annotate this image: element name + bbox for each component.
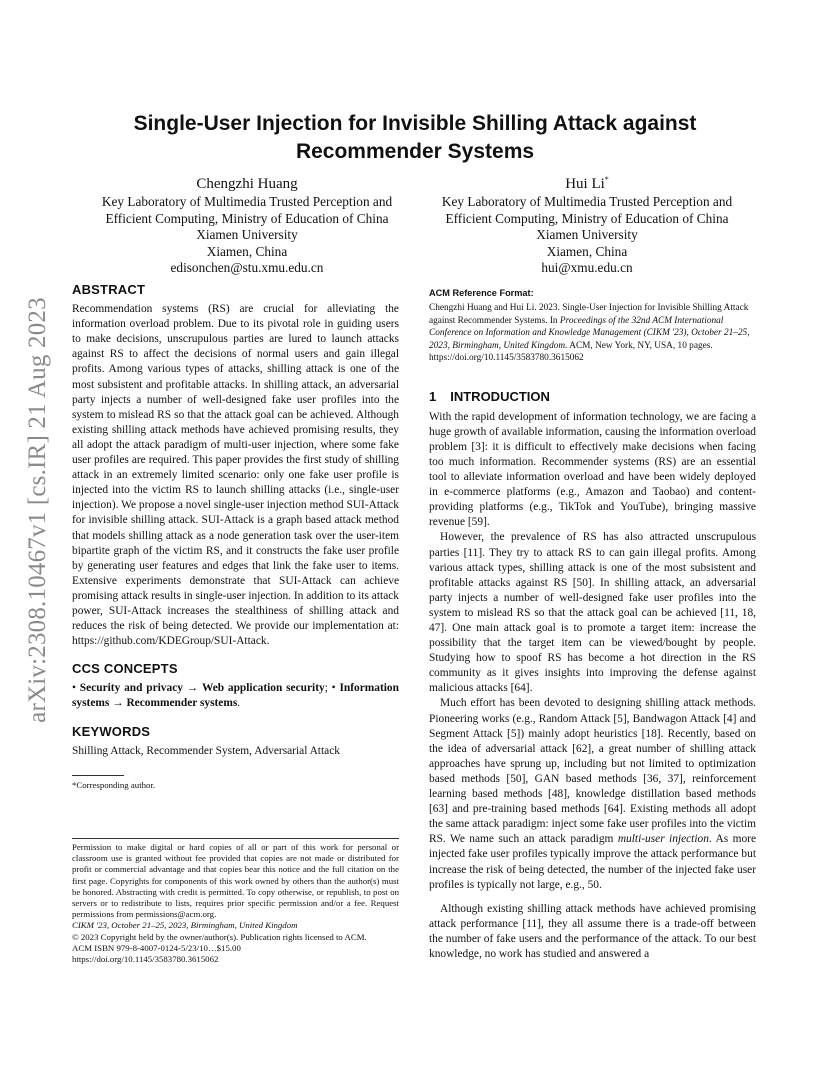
- author-university: Xiamen University: [536, 227, 638, 242]
- author-email: hui@xmu.edu.cn: [541, 260, 633, 275]
- paper-title: Single-User Injection for Invisible Shilling Attack against Recommender Systems: [133, 112, 697, 163]
- isbn-line: ACM ISBN 979-8-4007-0124-5/23/10…$15.00: [72, 942, 241, 953]
- left-column: [72, 282, 399, 791]
- keywords-text: Shilling Attack, Recommender System, Adversarial Attack: [72, 744, 340, 757]
- author-affiliation: Efficient Computing, Ministry of Education of China: [105, 210, 389, 226]
- doi-line: https://doi.org/10.1145/3583780.3615062: [72, 954, 219, 965]
- author-affiliation: Efficient Computing, Ministry of Education of China: [445, 210, 729, 226]
- author-university: Xiamen University: [196, 227, 298, 242]
- introduction-heading: 1 INTRODUCTION: [429, 388, 550, 404]
- author-block-1: [72, 175, 422, 277]
- arxiv-identifier-text: arXiv:2308.10467v1 [cs.IR] 21 Aug 2023: [24, 297, 51, 723]
- ccs-heading: CCS CONCEPTS: [72, 661, 178, 677]
- acm-reference-text: Chengzhi Huang and Hui Li. 2023. Single-User Injection for Invisible Shilling Attack against Recommender Systems. In Proceedings of the 32nd ACM International Conference on Information and Knowledge Management (CIKM '23), October 21–25, 2023, Birmingham, United Kingdom. ACM, New York, NY, USA, 10 pages. https://doi.org/10.1145/3583780.3615062: [429, 303, 750, 364]
- conference-line: CIKM '23, October 21–25, 2023, Birmingham, United Kingdom: [72, 920, 298, 931]
- right-column: [429, 286, 756, 962]
- abstract-heading: ABSTRACT: [72, 282, 146, 297]
- footnote-divider: [72, 775, 124, 776]
- intro-paragraph-3: Much effort has been devoted to designing shilling attack methods. Pioneering works (e.g., Random Attack [5], Bandwagon Attack [4] and Segment Attack [5]) mainly adopt heuristics [18]. Recently, based on the idea of adversarial attack [62], a great number of shilling attack approaches have sprung up, including but not limited to optimization based methods [50], GAN based methods [36, 37], reinforcement learning based methods [48], knowledge distillation based methods [63] and pre-training based methods [64]. Existing methods all adopt the same attack paradigm: inject some fake user profiles into the victim RS. We name such an attack paradigm multi-user injection. As more injected fake user profiles typically improve the attack performance but increase the risk of being detected, the number of the injected fake user profiles is typically not large, e.g., 50.: [429, 697, 756, 891]
- author-city: Xiamen, China: [206, 243, 288, 259]
- keywords-heading: KEYWORDS: [72, 723, 151, 739]
- ccs-concepts: • Security and privacy → Web application security; • Information systems → Recommender systems.: [72, 682, 399, 710]
- author-name: Chengzhi Huang: [196, 176, 298, 192]
- author-email: edisonchen@stu.xmu.edu.cn: [170, 260, 324, 275]
- author-affiliation: Key Laboratory of Multimedia Trusted Perception and: [101, 194, 393, 209]
- intro-paragraph-1: With the rapid development of information technology, we are facing a huge growth of available information, causing the information overload problem [3]: it is difficult to effectively make decisions when facing too much information. Recommender systems (RS) are an essential tool to alleviate information overload and have been widely deployed in e-commerce platforms (e.g., Amazon and Taobao) and content-providing platforms (e.g., TikTok and YouTube), bringing massive revenue [59].: [429, 410, 756, 529]
- author-city: Xiamen, China: [546, 243, 628, 259]
- arxiv-identifier: [24, 290, 52, 730]
- author-name: Hui Li*: [565, 175, 609, 192]
- permission-block: [72, 838, 399, 965]
- copyright-line: © 2023 Copyright held by the owner/author(s). Publication rights licensed to ACM.: [72, 931, 367, 942]
- author-affiliation: Key Laboratory of Multimedia Trusted Perception and: [441, 194, 733, 209]
- permission-divider: [72, 838, 399, 839]
- intro-paragraph-4: Although existing shilling attack methods have achieved promising attack performance [11], they all assume there is a trade-off between the number of fake users and the performance of the attack. To our best knowledge, no work has studied and answered a: [429, 902, 756, 960]
- abstract-text: Recommendation systems (RS) are crucial for alleviating the information overload problem. Due to its pivotal role in guiding users to make decisions, unscrupulous parties are lured to launch attacks against RS to affect the decisions of normal users and gain illegal profits. Among various types of attacks, shilling attack is one of the most subsistent and profitable attacks. In shilling attack, an adversarial party injects a number of well-designed fake user profiles into the system to mislead RS so that the attack goal can be achieved. Although existing shilling attack methods have achieved promising results, they all adopt the attack paradigm of multi-user injection, where some fake user profiles are required. This paper provides the first study of shilling attack in an extremely limited scenario: only one fake user profile is injected into the victim RS to launch shilling attacks (i.e., single-user injection). We propose a novel single-user injection method SUI-Attack for invisible shilling attack. SUI-Attack is a graph based attack method that models shilling attack as a node generation task over the user-item bipartite graph of the victim RS, and it constructs the fake user profile by generating user features and edges that link the fake user to items. Extensive experiments demonstrate that SUI-Attack can achieve promising attack results in single-user injection. In addition to its attack power, SUI-Attack increases the stealthiness of shilling attack and reduces the risk of being detected. We provide our implementation at: https://github.com/KDEGroup/SUI-Attack.: [72, 303, 399, 648]
- footnote: *Corresponding author.: [72, 779, 156, 790]
- author-block-2: [412, 175, 762, 277]
- intro-paragraph-2: However, the prevalence of RS has also attracted unscrupulous parties [11]. They try to attack RS to can gain illegal profits. Among various attack types, shilling attack is one of the most subsistent and profitable attacks against RS [50]. In shilling attack, an adversarial party injects a number of well-designed fake user profiles into the system to mislead RS so that the attack goal can be achieved [11, 18, 47]. One main attack goal is to promote a target item: increase the possibility that the target item can be viewed/bought by people. Studying how to spoof RS has become a hot direction in the RS community as it gives insights into improving the defense against malicious attacks [64].: [429, 531, 756, 695]
- acm-reference-heading: ACM Reference Format:: [429, 288, 534, 298]
- permission-text: Permission to make digital or hard copies of all or part of this work for personal or classroom use is granted without fee provided that copies are not made or distributed for profit or commercial advantage and that copies bear this notice and the full citation on the first page. Copyrights for components of this work owned by others than the author(s) must be honored. Abstracting with credit is permitted. To copy otherwise, or republish, to post on servers or to redistribute to lists, requires prior specific permission and/or a fee. Request permissions from permissions@acm.org.: [72, 842, 399, 920]
